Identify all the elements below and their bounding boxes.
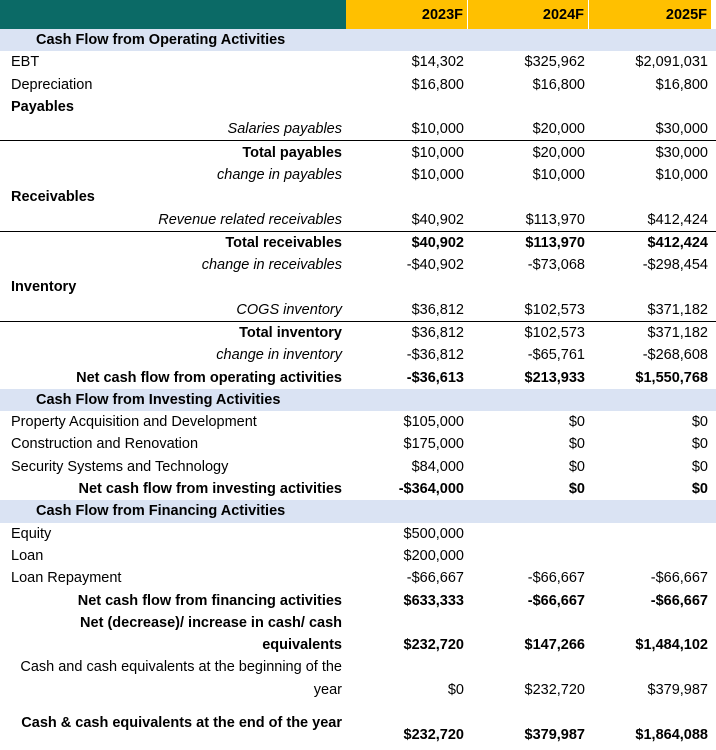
- row-cogs-inventory: [0, 299, 716, 321]
- row-change-receivables: [0, 254, 716, 276]
- value-2025: $30,000: [655, 121, 708, 138]
- row-depreciation: [0, 74, 716, 96]
- row-label: Net cash flow from investing activities: [78, 481, 342, 498]
- value-2023: -$66,667: [406, 570, 464, 587]
- section-investing: [0, 389, 716, 411]
- value-2024: $113,970: [525, 211, 585, 228]
- row-revenue-receivables: [0, 208, 716, 230]
- value-2025: $0: [691, 436, 708, 453]
- value-2025: $10,000: [655, 166, 708, 183]
- value-2023: $500,000: [403, 525, 464, 542]
- value-2023: $175,000: [403, 436, 464, 453]
- value-2024: $213,933: [524, 369, 585, 386]
- value-2025: $379,987: [647, 681, 708, 698]
- group-label: Payables: [11, 99, 74, 116]
- value-2024: $0: [568, 436, 585, 453]
- group-payables: [0, 96, 716, 118]
- value-2024: $379,987: [524, 726, 585, 743]
- value-2024: $147,266: [524, 637, 585, 654]
- row-construction: [0, 433, 716, 455]
- row-label: Net (decrease)/ increase in cash/ cash equivalents: [80, 614, 342, 654]
- row-beginning-cash: [0, 656, 716, 701]
- row-label: Loan Repayment: [11, 570, 122, 587]
- value-2023: $16,800: [411, 76, 464, 93]
- row-property-acquisition: [0, 411, 716, 433]
- row-total-receivables: [0, 231, 716, 254]
- value-2025: $371,182: [647, 301, 708, 318]
- header-row: [0, 0, 716, 29]
- value-2023: -$36,812: [406, 347, 464, 364]
- row-label: Equity: [11, 525, 52, 542]
- row-change-payables: [0, 164, 716, 186]
- value-2025: $412,424: [647, 234, 708, 251]
- row-label: Revenue related receivables: [158, 211, 342, 228]
- row-net-operating: [0, 366, 716, 388]
- value-2025: -$66,667: [650, 570, 708, 587]
- value-2025: $0: [691, 414, 708, 431]
- value-2023: $200,000: [403, 547, 464, 564]
- value-2024: -$65,761: [527, 347, 585, 364]
- group-label: Receivables: [11, 189, 95, 206]
- section-financing: [0, 500, 716, 522]
- value-2025: $1,864,088: [635, 726, 708, 743]
- section-title: Cash Flow from Investing Activities: [36, 391, 281, 408]
- group-receivables: [0, 186, 716, 208]
- value-2024: [468, 523, 589, 545]
- value-2023: -$36,613: [406, 369, 464, 386]
- row-label: EBT: [11, 54, 40, 71]
- value-2024: $0: [568, 481, 585, 498]
- value-2024: $20,000: [532, 121, 585, 138]
- value-2025: $371,182: [647, 325, 708, 341]
- row-total-payables: [0, 140, 716, 163]
- value-2025: -$298,454: [642, 257, 708, 274]
- value-2024: -$66,667: [527, 592, 585, 609]
- value-2023: $0: [447, 681, 464, 698]
- row-loan: [0, 545, 716, 567]
- header-year-2025: 2025F: [589, 0, 712, 29]
- value-2023: $105,000: [403, 414, 464, 431]
- row-label: Net cash flow from financing activities: [77, 592, 342, 609]
- value-2024: $232,720: [524, 681, 585, 698]
- group-inventory: [0, 276, 716, 298]
- value-2023: -$40,902: [406, 257, 464, 274]
- value-2023: $36,812: [411, 301, 464, 318]
- value-2024: $10,000: [532, 166, 585, 183]
- value-2023: $40,902: [411, 234, 464, 251]
- value-2025: $1,484,102: [635, 637, 708, 654]
- value-2025: $0: [691, 458, 708, 475]
- value-2024: $20,000: [532, 144, 585, 161]
- header-year-2024: 2024F: [468, 0, 589, 29]
- value-2025: -$268,608: [642, 347, 708, 364]
- value-2023: $10,000: [411, 121, 464, 138]
- header-blank-cell: [0, 0, 346, 29]
- row-label: Security Systems and Technology: [11, 458, 229, 475]
- value-2023: $84,000: [411, 458, 464, 475]
- value-2024: -$73,068: [527, 257, 585, 274]
- value-2025: $30,000: [655, 144, 708, 161]
- row-label: Total payables: [242, 144, 342, 161]
- row-label: Cash & cash equivalents at the end of the year: [21, 715, 342, 732]
- row-net-investing: [0, 478, 716, 500]
- value-2025: $2,091,031: [635, 54, 708, 71]
- row-salaries-payables: [0, 118, 716, 140]
- value-2025: [589, 523, 712, 545]
- value-2024: $325,962: [524, 54, 585, 71]
- row-ebt: [0, 51, 716, 73]
- row-label: COGS inventory: [236, 301, 342, 318]
- value-2023: -$364,000: [398, 481, 464, 498]
- value-2024: $0: [568, 414, 585, 431]
- value-2024: $113,970: [525, 234, 585, 251]
- row-label: Total inventory: [239, 325, 342, 341]
- value-2025: $412,424: [647, 211, 708, 228]
- value-2025: $1,550,768: [635, 369, 708, 386]
- value-2024: [468, 545, 589, 567]
- row-label: Property Acquisition and Development: [11, 414, 257, 431]
- value-2023: $232,720: [403, 637, 464, 654]
- value-2024: $16,800: [532, 76, 585, 93]
- row-equity: [0, 523, 716, 545]
- value-2025: $0: [691, 481, 708, 498]
- value-2025: $16,800: [655, 76, 708, 93]
- row-label: Depreciation: [11, 76, 93, 93]
- group-label: Inventory: [11, 279, 77, 296]
- row-label: change in inventory: [216, 347, 342, 364]
- row-security-systems: [0, 456, 716, 478]
- section-title: Cash Flow from Operating Activities: [36, 32, 286, 49]
- row-label: Salaries payables: [227, 121, 342, 138]
- value-2024: $0: [568, 458, 585, 475]
- value-2023: $14,302: [411, 54, 464, 71]
- value-2023: $10,000: [411, 144, 464, 161]
- value-2023: $633,333: [403, 592, 464, 609]
- row-label: change in receivables: [201, 257, 342, 274]
- row-label: Construction and Renovation: [11, 436, 199, 453]
- header-year-2023: 2023F: [346, 0, 468, 29]
- row-label: change in payables: [217, 166, 342, 183]
- section-title: Cash Flow from Financing Activities: [36, 503, 286, 520]
- value-2025: [589, 545, 712, 567]
- row-net-financing: [0, 589, 716, 611]
- value-2023: $232,720: [403, 726, 464, 743]
- row-label: Loan: [11, 547, 44, 564]
- value-2024: -$66,667: [527, 570, 585, 587]
- row-total-inventory: [0, 321, 716, 344]
- row-label: Net cash flow from operating activities: [76, 369, 342, 386]
- row-loan-repayment: [0, 567, 716, 589]
- row-ending-cash: [0, 701, 716, 746]
- row-change-inventory: [0, 344, 716, 366]
- row-label: Cash and cash equivalents at the beginning of the year: [20, 659, 342, 698]
- value-2023: $36,812: [411, 325, 464, 341]
- row-label: Total receivables: [225, 234, 342, 251]
- section-operating: [0, 29, 716, 51]
- value-2024: $102,573: [524, 325, 585, 341]
- value-2023: $10,000: [411, 166, 464, 183]
- row-net-change-cash: [0, 612, 716, 657]
- value-2023: $40,902: [411, 211, 464, 228]
- value-2024: $102,573: [524, 301, 585, 318]
- value-2025: -$66,667: [650, 592, 708, 609]
